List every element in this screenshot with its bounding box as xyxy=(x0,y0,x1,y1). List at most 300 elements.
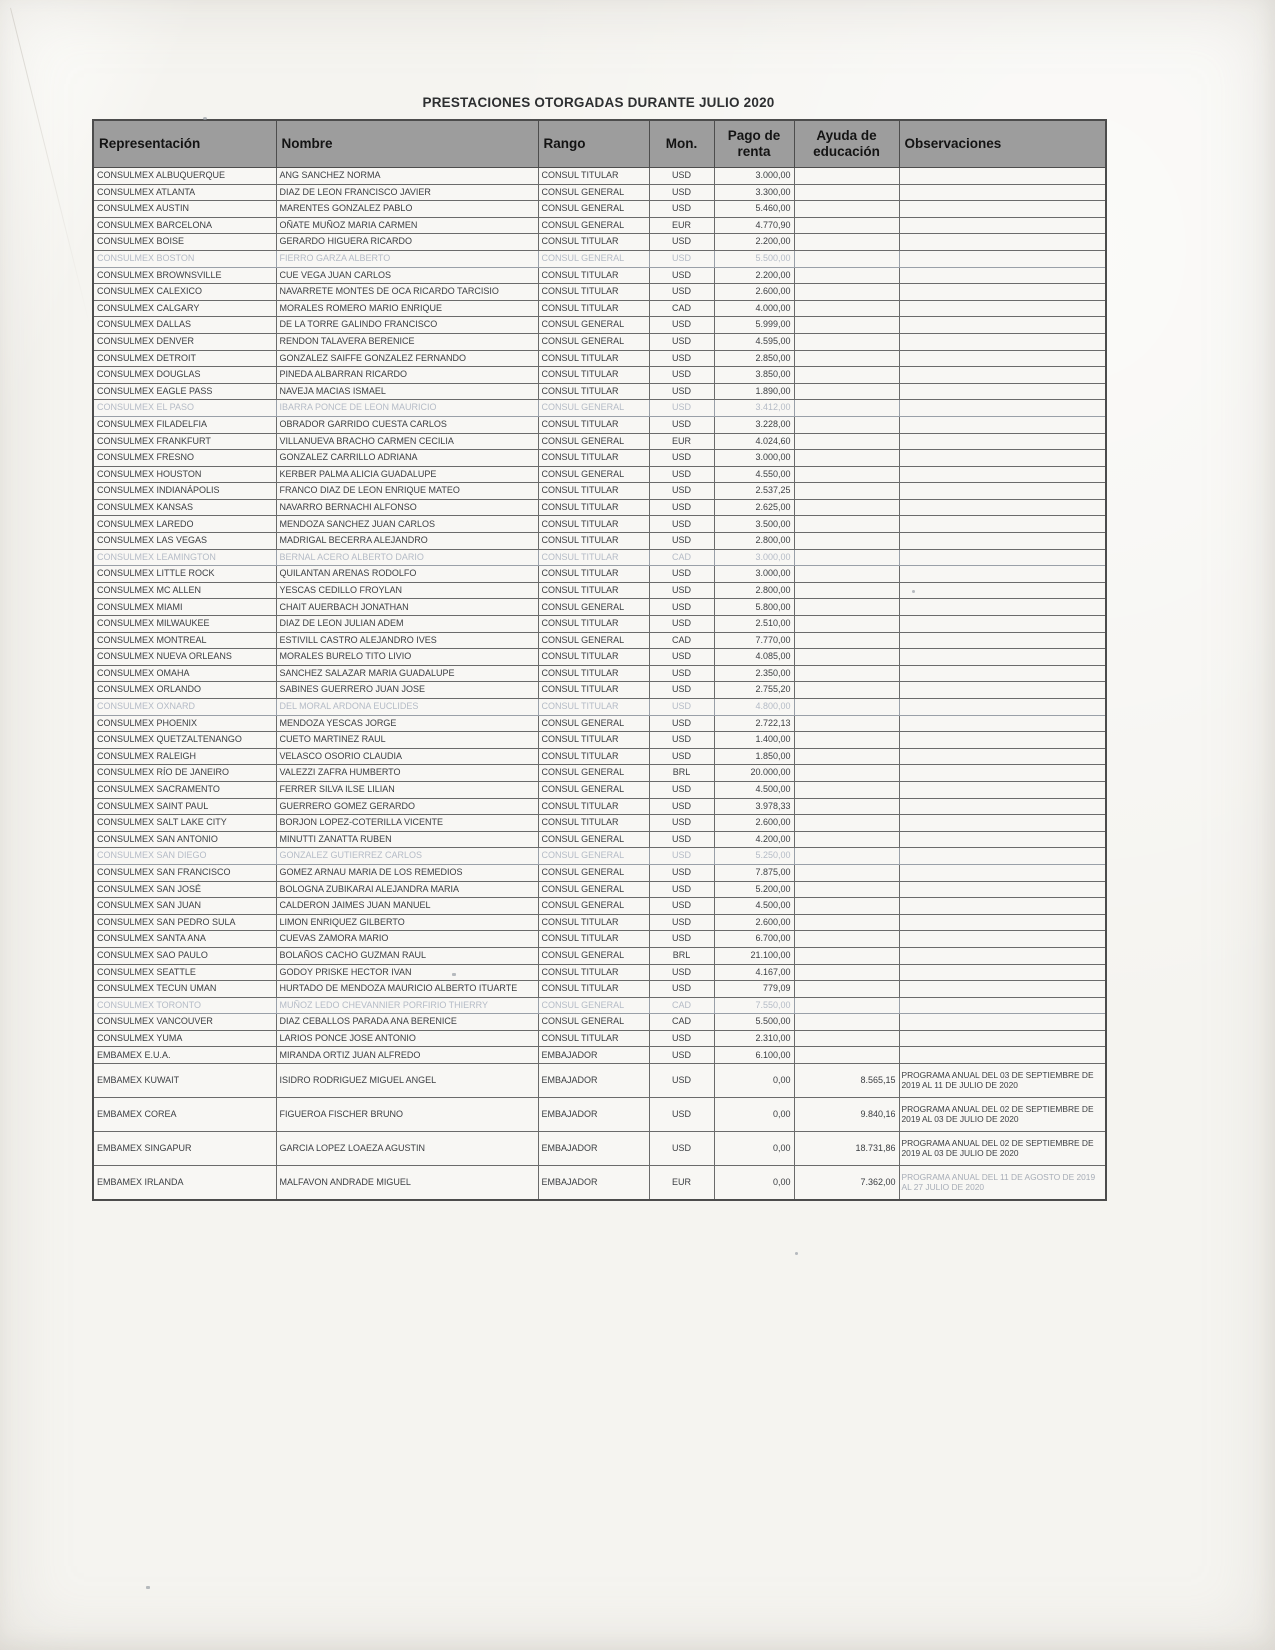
cell-ayuda xyxy=(794,699,899,716)
cell-mon: USD xyxy=(649,964,714,981)
cell-ayuda xyxy=(794,333,899,350)
table-row xyxy=(93,1166,1106,1201)
cell-pago: 4.167,00 xyxy=(714,964,794,981)
cell-nombre: HURTADO DE MENDOZA MAURICIO ALBERTO ITUARTE xyxy=(276,981,538,998)
cell-rep: CONSULMEX SAN JOSÉ xyxy=(93,881,276,898)
cell-ayuda xyxy=(794,682,899,699)
cell-rep: EMBAMEX E.U.A. xyxy=(93,1047,276,1064)
cell-obs xyxy=(899,317,1106,334)
cell-ayuda xyxy=(794,416,899,433)
cell-rango: CONSUL TITULAR xyxy=(538,168,649,185)
cell-mon: USD xyxy=(649,1098,714,1132)
cell-obs xyxy=(899,383,1106,400)
cell-pago: 2.310,00 xyxy=(714,1030,794,1047)
cell-obs xyxy=(899,483,1106,500)
cell-mon: USD xyxy=(649,914,714,931)
cell-ayuda xyxy=(794,781,899,798)
cell-obs xyxy=(899,831,1106,848)
cell-mon: EUR xyxy=(649,217,714,234)
cell-nombre: CUETO MARTINEZ RAUL xyxy=(276,732,538,749)
cell-nombre: MORALES ROMERO MARIO ENRIQUE xyxy=(276,300,538,317)
cell-mon: USD xyxy=(649,848,714,865)
paper-crease xyxy=(10,8,91,328)
cell-ayuda xyxy=(794,433,899,450)
table-row xyxy=(93,748,1106,765)
cell-ayuda xyxy=(794,483,899,500)
cell-nombre: GONZALEZ SAIFFE GONZALEZ FERNANDO xyxy=(276,350,538,367)
cell-mon: USD xyxy=(649,350,714,367)
cell-pago: 7.875,00 xyxy=(714,864,794,881)
table-row xyxy=(93,682,1106,699)
cell-ayuda xyxy=(794,168,899,185)
cell-pago: 4.000,00 xyxy=(714,300,794,317)
cell-rango: CONSUL TITULAR xyxy=(538,499,649,516)
table-row xyxy=(93,1014,1106,1031)
cell-ayuda xyxy=(794,649,899,666)
cell-pago: 3.500,00 xyxy=(714,516,794,533)
cell-mon: USD xyxy=(649,400,714,417)
table-row xyxy=(93,317,1106,334)
table-row xyxy=(93,450,1106,467)
cell-rango: CONSUL GENERAL xyxy=(538,997,649,1014)
cell-obs xyxy=(899,450,1106,467)
table-row xyxy=(93,981,1106,998)
cell-rep: CONSULMEX MILWAUKEE xyxy=(93,616,276,633)
cell-nombre: GODOY PRISKE HECTOR IVAN xyxy=(276,964,538,981)
cell-pago: 2.200,00 xyxy=(714,234,794,251)
cell-rango: CONSUL TITULAR xyxy=(538,964,649,981)
cell-ayuda xyxy=(794,665,899,682)
cell-mon: USD xyxy=(649,383,714,400)
cell-obs xyxy=(899,433,1106,450)
cell-mon: EUR xyxy=(649,1166,714,1201)
cell-obs xyxy=(899,781,1106,798)
cell-rango: CONSUL GENERAL xyxy=(538,599,649,616)
cell-pago: 5.500,00 xyxy=(714,1014,794,1031)
cell-pago: 4.085,00 xyxy=(714,649,794,666)
cell-pago: 4.770,90 xyxy=(714,217,794,234)
cell-rango: CONSUL TITULAR xyxy=(538,699,649,716)
cell-rep: CONSULMEX VANCOUVER xyxy=(93,1014,276,1031)
cell-pago: 0,00 xyxy=(714,1166,794,1201)
cell-nombre: DIAZ CEBALLOS PARADA ANA BERENICE xyxy=(276,1014,538,1031)
cell-nombre: VILLANUEVA BRACHO CARMEN CECILIA xyxy=(276,433,538,450)
cell-nombre: VELASCO OSORIO CLAUDIA xyxy=(276,748,538,765)
cell-nombre: SANCHEZ SALAZAR MARIA GUADALUPE xyxy=(276,665,538,682)
cell-mon: USD xyxy=(649,416,714,433)
cell-mon: USD xyxy=(649,732,714,749)
cell-ayuda xyxy=(794,798,899,815)
table-row xyxy=(93,400,1106,417)
cell-pago: 2.800,00 xyxy=(714,582,794,599)
cell-obs: PROGRAMA ANUAL DEL 02 DE SEPTIEMBRE DE 2019 AL 03 DE JULIO DE 2020 xyxy=(899,1098,1106,1132)
cell-rep: CONSULMEX NUEVA ORLEANS xyxy=(93,649,276,666)
cell-obs xyxy=(899,898,1106,915)
table-row xyxy=(93,815,1106,832)
cell-rango: EMBAJADOR xyxy=(538,1098,649,1132)
cell-rep: CONSULMEX ORLANDO xyxy=(93,682,276,699)
cell-mon: USD xyxy=(649,931,714,948)
cell-pago: 2.722,13 xyxy=(714,715,794,732)
cell-obs xyxy=(899,250,1106,267)
cell-mon: USD xyxy=(649,367,714,384)
cell-rango: CONSUL TITULAR xyxy=(538,582,649,599)
cell-obs xyxy=(899,284,1106,301)
cell-pago: 4.550,00 xyxy=(714,466,794,483)
cell-nombre: MUÑOZ LEDO CHEVANNIER PORFIRIO THIERRY xyxy=(276,997,538,1014)
table-row xyxy=(93,383,1106,400)
cell-pago: 4.200,00 xyxy=(714,831,794,848)
cell-rango: CONSUL TITULAR xyxy=(538,300,649,317)
cell-mon: USD xyxy=(649,748,714,765)
table-row xyxy=(93,765,1106,782)
cell-rango: CONSUL GENERAL xyxy=(538,317,649,334)
cell-mon: USD xyxy=(649,250,714,267)
cell-rep: CONSULMEX LAREDO xyxy=(93,516,276,533)
cell-pago: 4.500,00 xyxy=(714,781,794,798)
cell-nombre: OÑATE MUÑOZ MARIA CARMEN xyxy=(276,217,538,234)
cell-mon: USD xyxy=(649,815,714,832)
cell-pago: 5.200,00 xyxy=(714,881,794,898)
cell-rango: CONSUL TITULAR xyxy=(538,649,649,666)
cell-obs xyxy=(899,765,1106,782)
table-row xyxy=(93,781,1106,798)
cell-nombre: CHAIT AUERBACH JONATHAN xyxy=(276,599,538,616)
column-header-nombre: Nombre xyxy=(276,120,538,168)
cell-obs xyxy=(899,632,1106,649)
cell-pago: 3.978,33 xyxy=(714,798,794,815)
cell-pago: 2.755,20 xyxy=(714,682,794,699)
table-row xyxy=(93,300,1106,317)
cell-rep: CONSULMEX SAN PEDRO SULA xyxy=(93,914,276,931)
cell-mon: USD xyxy=(649,881,714,898)
cell-nombre: SABINES GUERRERO JUAN JOSE xyxy=(276,682,538,699)
cell-pago: 1.890,00 xyxy=(714,383,794,400)
cell-rango: CONSUL TITULAR xyxy=(538,616,649,633)
cell-rep: CONSULMEX DOUGLAS xyxy=(93,367,276,384)
cell-nombre: FRANCO DIAZ DE LEON ENRIQUE MATEO xyxy=(276,483,538,500)
cell-nombre: FIGUEROA FISCHER BRUNO xyxy=(276,1098,538,1132)
cell-rango: CONSUL TITULAR xyxy=(538,483,649,500)
cell-pago: 2.625,00 xyxy=(714,499,794,516)
cell-pago: 2.600,00 xyxy=(714,815,794,832)
cell-nombre: OBRADOR GARRIDO CUESTA CARLOS xyxy=(276,416,538,433)
cell-rep: CONSULMEX DALLAS xyxy=(93,317,276,334)
column-header-rango: Rango xyxy=(538,120,649,168)
cell-obs xyxy=(899,649,1106,666)
cell-nombre: CUEVAS ZAMORA MARIO xyxy=(276,931,538,948)
table-row xyxy=(93,715,1106,732)
table-row xyxy=(93,732,1106,749)
cell-pago: 2.200,00 xyxy=(714,267,794,284)
cell-rep: EMBAMEX IRLANDA xyxy=(93,1166,276,1201)
cell-nombre: GOMEZ ARNAU MARIA DE LOS REMEDIOS xyxy=(276,864,538,881)
cell-ayuda xyxy=(794,201,899,218)
cell-obs xyxy=(899,931,1106,948)
table-row xyxy=(93,914,1106,931)
cell-nombre: MALFAVON ANDRADE MIGUEL xyxy=(276,1166,538,1201)
cell-pago: 3.228,00 xyxy=(714,416,794,433)
cell-rango: CONSUL TITULAR xyxy=(538,815,649,832)
column-header-mon: Mon. xyxy=(649,120,714,168)
cell-rep: CONSULMEX MIAMI xyxy=(93,599,276,616)
cell-pago: 2.350,00 xyxy=(714,665,794,682)
cell-pago: 2.537,25 xyxy=(714,483,794,500)
cell-ayuda xyxy=(794,566,899,583)
cell-rango: CONSUL TITULAR xyxy=(538,450,649,467)
cell-nombre: CALDERON JAIMES JUAN MANUEL xyxy=(276,898,538,915)
cell-rango: CONSUL GENERAL xyxy=(538,947,649,964)
cell-obs xyxy=(899,533,1106,550)
cell-pago: 3.412,00 xyxy=(714,400,794,417)
cell-nombre: MENDOZA SANCHEZ JUAN CARLOS xyxy=(276,516,538,533)
table-row xyxy=(93,367,1106,384)
cell-rango: CONSUL GENERAL xyxy=(538,781,649,798)
table-row xyxy=(93,267,1106,284)
cell-ayuda xyxy=(794,1014,899,1031)
cell-ayuda xyxy=(794,864,899,881)
cell-obs xyxy=(899,665,1106,682)
cell-rep: CONSULMEX EL PASO xyxy=(93,400,276,417)
cell-nombre: IBARRA PONCE DE LEON MAURICIO xyxy=(276,400,538,417)
cell-rep: CONSULMEX DETROIT xyxy=(93,350,276,367)
cell-pago: 4.024,60 xyxy=(714,433,794,450)
cell-ayuda xyxy=(794,931,899,948)
cell-obs xyxy=(899,333,1106,350)
cell-pago: 0,00 xyxy=(714,1098,794,1132)
cell-pago: 5.999,00 xyxy=(714,317,794,334)
cell-obs xyxy=(899,400,1106,417)
table-row xyxy=(93,931,1106,948)
cell-mon: USD xyxy=(649,201,714,218)
cell-rango: CONSUL GENERAL xyxy=(538,400,649,417)
cell-ayuda xyxy=(794,284,899,301)
cell-nombre: MORALES BURELO TITO LIVIO xyxy=(276,649,538,666)
cell-nombre: ANG SANCHEZ NORMA xyxy=(276,168,538,185)
cell-obs xyxy=(899,416,1106,433)
cell-pago: 3.000,00 xyxy=(714,566,794,583)
cell-obs xyxy=(899,997,1106,1014)
cell-nombre: DIAZ DE LEON JULIAN ADEM xyxy=(276,616,538,633)
cell-rango: EMBAJADOR xyxy=(538,1166,649,1201)
cell-obs xyxy=(899,499,1106,516)
cell-nombre: VALEZZI ZAFRA HUMBERTO xyxy=(276,765,538,782)
cell-obs: PROGRAMA ANUAL DEL 11 DE AGOSTO DE 2019 AL 27 JULIO DE 2020 xyxy=(899,1166,1106,1201)
cell-mon: USD xyxy=(649,798,714,815)
cell-nombre: LARIOS PONCE JOSE ANTONIO xyxy=(276,1030,538,1047)
cell-rep: CONSULMEX LEAMINGTON xyxy=(93,549,276,566)
cell-nombre: NAVARRETE MONTES DE OCA RICARDO TARCISIO xyxy=(276,284,538,301)
table-row xyxy=(93,566,1106,583)
cell-rango: CONSUL GENERAL xyxy=(538,184,649,201)
cell-nombre: MINUTTI ZANATTA RUBEN xyxy=(276,831,538,848)
cell-rango: CONSUL TITULAR xyxy=(538,931,649,948)
cell-nombre: BORJON LOPEZ-COTERILLA VICENTE xyxy=(276,815,538,832)
cell-rep: CONSULMEX DENVER xyxy=(93,333,276,350)
cell-ayuda xyxy=(794,450,899,467)
cell-ayuda xyxy=(794,582,899,599)
cell-ayuda xyxy=(794,234,899,251)
cell-pago: 5.460,00 xyxy=(714,201,794,218)
table-row xyxy=(93,234,1106,251)
cell-rep: CONSULMEX ATLANTA xyxy=(93,184,276,201)
cell-rango: CONSUL TITULAR xyxy=(538,367,649,384)
cell-nombre: MENDOZA YESCAS JORGE xyxy=(276,715,538,732)
cell-rango: CONSUL GENERAL xyxy=(538,864,649,881)
cell-nombre: NAVEJA MACIAS ISMAEL xyxy=(276,383,538,400)
cell-mon: USD xyxy=(649,317,714,334)
table-row xyxy=(93,201,1106,218)
cell-nombre: YESCAS CEDILLO FROYLAN xyxy=(276,582,538,599)
table-row xyxy=(93,168,1106,185)
cell-ayuda xyxy=(794,947,899,964)
cell-pago: 6.700,00 xyxy=(714,931,794,948)
cell-mon: USD xyxy=(649,599,714,616)
cell-nombre: NAVARRO BERNACHI ALFONSO xyxy=(276,499,538,516)
cell-rango: CONSUL TITULAR xyxy=(538,383,649,400)
cell-rango: EMBAJADOR xyxy=(538,1132,649,1166)
cell-pago: 3.000,00 xyxy=(714,168,794,185)
cell-rep: CONSULMEX RÍO DE JANEIRO xyxy=(93,765,276,782)
cell-obs xyxy=(899,715,1106,732)
cell-mon: BRL xyxy=(649,765,714,782)
cell-rep: CONSULMEX RALEIGH xyxy=(93,748,276,765)
cell-ayuda xyxy=(794,848,899,865)
cell-pago: 1.850,00 xyxy=(714,748,794,765)
table-header xyxy=(93,120,1106,168)
table-row xyxy=(93,848,1106,865)
cell-rep: CONSULMEX AUSTIN xyxy=(93,201,276,218)
cell-rango: CONSUL TITULAR xyxy=(538,682,649,699)
cell-pago: 0,00 xyxy=(714,1132,794,1166)
scan-artifact xyxy=(146,1586,150,1589)
cell-mon: USD xyxy=(649,284,714,301)
cell-mon: USD xyxy=(649,682,714,699)
cell-mon: USD xyxy=(649,168,714,185)
cell-rep: CONSULMEX YUMA xyxy=(93,1030,276,1047)
cell-rango: CONSUL GENERAL xyxy=(538,898,649,915)
cell-ayuda xyxy=(794,184,899,201)
cell-mon: USD xyxy=(649,665,714,682)
cell-rango: CONSUL TITULAR xyxy=(538,798,649,815)
cell-mon: USD xyxy=(649,1030,714,1047)
cell-pago: 0,00 xyxy=(714,1064,794,1098)
cell-ayuda xyxy=(794,250,899,267)
cell-pago: 5.500,00 xyxy=(714,250,794,267)
cell-ayuda xyxy=(794,350,899,367)
cell-ayuda xyxy=(794,616,899,633)
cell-mon: USD xyxy=(649,483,714,500)
cell-rep: CONSULMEX SAN DIEGO xyxy=(93,848,276,865)
cell-rep: CONSULMEX SAINT PAUL xyxy=(93,798,276,815)
cell-nombre: FIERRO GARZA ALBERTO xyxy=(276,250,538,267)
cell-rango: CONSUL GENERAL xyxy=(538,715,649,732)
cell-rango: CONSUL TITULAR xyxy=(538,533,649,550)
cell-obs xyxy=(899,1030,1106,1047)
cell-mon: USD xyxy=(649,781,714,798)
cell-mon: USD xyxy=(649,981,714,998)
cell-obs xyxy=(899,732,1106,749)
cell-rep: CONSULMEX SAN ANTONIO xyxy=(93,831,276,848)
cell-rango: CONSUL GENERAL xyxy=(538,848,649,865)
cell-ayuda xyxy=(794,599,899,616)
cell-ayuda xyxy=(794,881,899,898)
cell-mon: CAD xyxy=(649,997,714,1014)
cell-rep: CONSULMEX LITTLE ROCK xyxy=(93,566,276,583)
cell-rango: CONSUL TITULAR xyxy=(538,350,649,367)
cell-mon: USD xyxy=(649,649,714,666)
cell-mon: USD xyxy=(649,516,714,533)
cell-pago: 4.800,00 xyxy=(714,699,794,716)
table-row xyxy=(93,582,1106,599)
cell-ayuda: 8.565,15 xyxy=(794,1064,899,1098)
cell-pago: 3.000,00 xyxy=(714,450,794,467)
cell-rep: CONSULMEX TECUN UMAN xyxy=(93,981,276,998)
cell-rango: CONSUL TITULAR xyxy=(538,1030,649,1047)
cell-mon: USD xyxy=(649,333,714,350)
cell-ayuda: 7.362,00 xyxy=(794,1166,899,1201)
cell-mon: USD xyxy=(649,699,714,716)
cell-rango: CONSUL TITULAR xyxy=(538,516,649,533)
cell-obs xyxy=(899,914,1106,931)
table-row xyxy=(93,947,1106,964)
cell-rep: CONSULMEX MONTREAL xyxy=(93,632,276,649)
cell-rep: CONSULMEX SACRAMENTO xyxy=(93,781,276,798)
cell-rep: CONSULMEX BROWNSVILLE xyxy=(93,267,276,284)
cell-obs xyxy=(899,367,1106,384)
table-row xyxy=(93,898,1106,915)
cell-obs xyxy=(899,881,1106,898)
table-body xyxy=(93,168,1106,1201)
cell-rango: EMBAJADOR xyxy=(538,1064,649,1098)
cell-mon: USD xyxy=(649,1132,714,1166)
cell-ayuda xyxy=(794,533,899,550)
cell-obs xyxy=(899,947,1106,964)
table-row xyxy=(93,632,1106,649)
cell-rango: EMBAJADOR xyxy=(538,1047,649,1064)
table-row xyxy=(93,798,1106,815)
cell-obs: PROGRAMA ANUAL DEL 03 DE SEPTIEMBRE DE 2019 AL 11 DE JULIO DE 2020 xyxy=(899,1064,1106,1098)
cell-nombre: GONZALEZ GUTIERREZ CARLOS xyxy=(276,848,538,865)
cell-rep: CONSULMEX KANSAS xyxy=(93,499,276,516)
cell-rep: CONSULMEX INDIANÁPOLIS xyxy=(93,483,276,500)
table-row xyxy=(93,997,1106,1014)
cell-ayuda xyxy=(794,831,899,848)
table-row xyxy=(93,483,1106,500)
cell-rep: CONSULMEX SAN JUAN xyxy=(93,898,276,915)
cell-rango: CONSUL TITULAR xyxy=(538,416,649,433)
cell-rango: CONSUL GENERAL xyxy=(538,433,649,450)
cell-rep: CONSULMEX OMAHA xyxy=(93,665,276,682)
cell-ayuda xyxy=(794,964,899,981)
cell-ayuda xyxy=(794,898,899,915)
cell-obs xyxy=(899,582,1106,599)
cell-rep: CONSULMEX PHOENIX xyxy=(93,715,276,732)
cell-mon: USD xyxy=(649,533,714,550)
cell-ayuda xyxy=(794,765,899,782)
cell-obs xyxy=(899,549,1106,566)
cell-obs xyxy=(899,848,1106,865)
table-row xyxy=(93,516,1106,533)
cell-pago: 3.300,00 xyxy=(714,184,794,201)
cell-ayuda xyxy=(794,997,899,1014)
cell-rango: CONSUL TITULAR xyxy=(538,566,649,583)
cell-pago: 5.800,00 xyxy=(714,599,794,616)
table-row xyxy=(93,549,1106,566)
cell-nombre: BERNAL ACERO ALBERTO DARIO xyxy=(276,549,538,566)
cell-nombre: GARCIA LOPEZ LOAEZA AGUSTIN xyxy=(276,1132,538,1166)
cell-nombre: MIRANDA ORTIZ JUAN ALFREDO xyxy=(276,1047,538,1064)
